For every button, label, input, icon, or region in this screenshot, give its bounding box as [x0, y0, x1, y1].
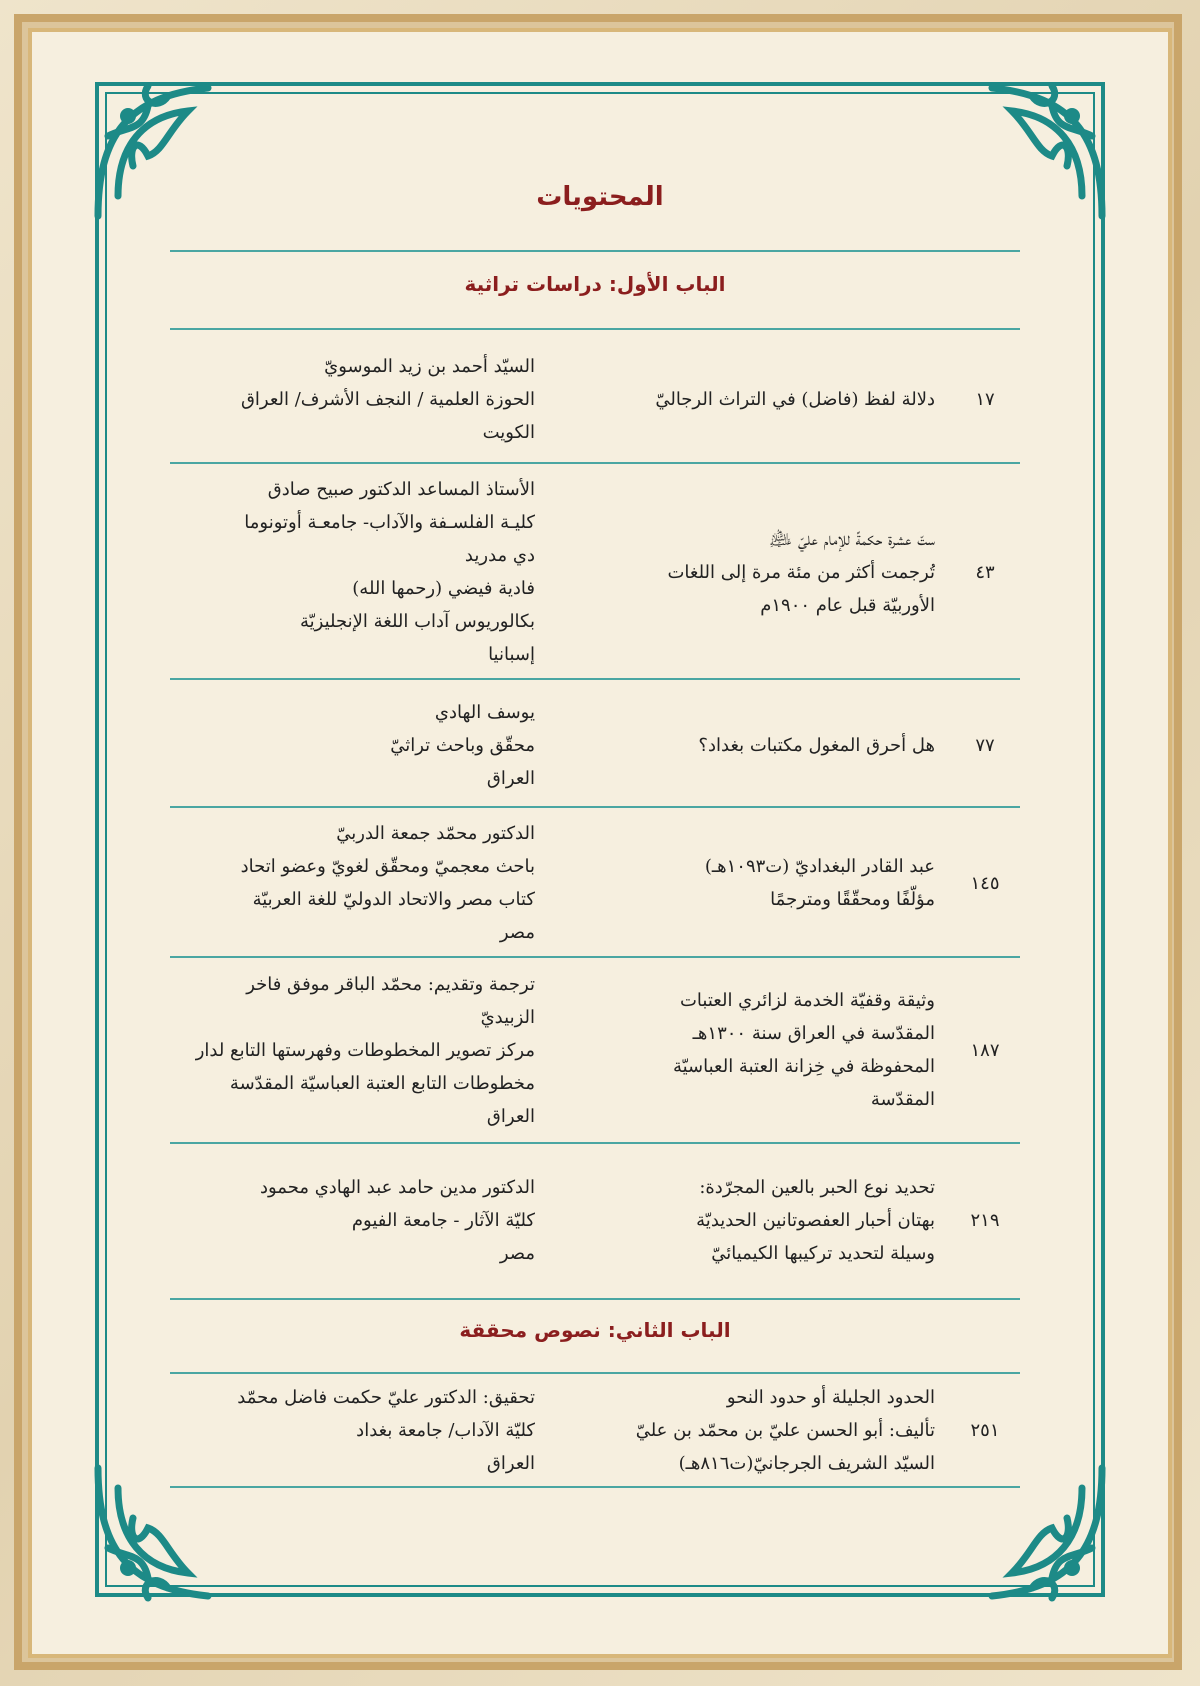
title-line: عبد القادر البغداديّ (ت١٠٩٣هـ)	[704, 856, 935, 877]
entry-author	[170, 468, 535, 676]
page-number: ٤٣	[975, 561, 995, 583]
divider	[170, 462, 1020, 464]
author-line: إسبانيا	[488, 644, 535, 665]
author-line: الأستاذ المساعد الدكتور صبيح صادق	[267, 479, 535, 500]
title-line: ستّ عشرة حكمةً للإمام عليّ ﵇	[769, 528, 935, 550]
divider	[170, 806, 1020, 808]
entry-author	[170, 962, 535, 1138]
divider	[170, 956, 1020, 958]
author-line: ترجمة وتقديم: محمّد الباقر موفق فاخر	[246, 973, 535, 995]
entry-title	[605, 686, 935, 804]
title-line: وسيلة لتحديد تركيبها الكيميائيّ	[711, 1242, 935, 1264]
author-line: مخطوطات التابع العتبة العباسيّة المقدّسة	[229, 1072, 535, 1094]
page-title: المحتويات	[536, 182, 664, 212]
divider	[170, 1142, 1020, 1144]
entry-title	[605, 1160, 935, 1280]
entry-title	[605, 812, 935, 954]
author-line: دي مدريد	[464, 545, 535, 566]
toc-entry[interactable]	[170, 812, 1020, 954]
author-line: مصر	[499, 1242, 535, 1264]
author-line: كليـة الفلسـفة والآداب- جامعـة أوتونوما	[244, 512, 535, 533]
title-line: المقدّسة في العراق سنة ١٣٠٠هـ	[692, 1023, 935, 1044]
title-line: هل أحرق المغول مكتبات بغداد؟	[698, 734, 935, 756]
entry-author	[170, 686, 535, 804]
title-line: وثيقة وقفيّة الخدمة لزائري العتبات	[679, 990, 935, 1011]
entry-title	[605, 468, 935, 676]
author-line: تحقيق: الدكتور عليّ حكمت فاضل محمّد	[237, 1386, 535, 1408]
page-number: ٧٧	[975, 734, 995, 756]
author-line: العراق	[486, 1452, 535, 1474]
title-line: دلالة لفظ (فاضل) في التراث الرجاليّ	[655, 388, 935, 410]
entry-author	[170, 1378, 535, 1482]
author-line: بكالوريوس آداب اللغة الإنجليزيّة	[300, 611, 535, 632]
section-heading: الباب الثاني: نصوص محققة	[459, 1318, 731, 1342]
author-line: الدكتور مدين حامد عبد الهادي محمود	[259, 1176, 535, 1198]
author-line: كليّة الآثار - جامعة الفيوم	[351, 1209, 535, 1231]
toc-entry[interactable]	[170, 338, 1020, 460]
title-line: تُرجمت أكثر من مئة مرة إلى اللغات	[667, 561, 935, 583]
section-heading: الباب الأول: دراسات تراثية	[464, 272, 726, 296]
title-line: المحفوظة في خِزانة العتبة العباسيّة	[672, 1056, 935, 1077]
author-line: الحوزة العلمية / النجف الأشرف/ العراق	[240, 388, 535, 410]
author-line: باحث معجميّ ومحقّق لغويّ وعضو اتحاد	[240, 856, 535, 877]
entry-author	[170, 1160, 535, 1280]
page-number: ١٨٧	[970, 1039, 1000, 1061]
title-line: الأوربيّة قبل عام ١٩٠٠م	[760, 594, 935, 616]
author-line: محقّق وباحث تراثيّ	[390, 734, 535, 756]
author-line: الزبيديّ	[480, 1006, 535, 1028]
divider	[170, 678, 1020, 680]
entry-title	[605, 962, 935, 1138]
author-line: الدكتور محمّد جمعة الدربيّ	[336, 823, 535, 844]
entry-title	[605, 1378, 935, 1482]
author-line: كتاب مصر والاتحاد الدوليّ للغة العربيّة	[252, 889, 535, 910]
toc-entry[interactable]	[170, 962, 1020, 1138]
divider	[170, 1372, 1020, 1374]
toc-entry[interactable]	[170, 1378, 1020, 1482]
entry-title	[605, 338, 935, 460]
divider	[170, 1298, 1020, 1300]
title-line: تحديد نوع الحبر بالعين المجرّدة:	[699, 1176, 935, 1198]
author-line: العراق	[486, 1105, 535, 1127]
title-line: مؤلّفًا ومحقّقًا ومترجمًا	[770, 889, 935, 910]
author-line: يوسف الهادي	[434, 701, 535, 723]
author-line: الكويت	[482, 421, 535, 443]
page-number: ٢٥١	[970, 1419, 1000, 1441]
title-line: تأليف: أبو الحسن عليّ بن محمّد بن عليّ	[635, 1419, 935, 1441]
toc-entry[interactable]	[170, 1160, 1020, 1280]
author-line: مصر	[499, 922, 535, 943]
divider	[170, 1486, 1020, 1488]
title-line: بهتان أحبار العفصوتانين الحديديّة	[696, 1209, 935, 1231]
page-number: ١٤٥	[970, 872, 1000, 894]
author-line: العراق	[486, 767, 535, 789]
toc-entry[interactable]	[170, 686, 1020, 804]
page-number: ١٧	[975, 388, 995, 410]
title-line: الحدود الجليلة أو حدود النحو	[726, 1386, 935, 1408]
author-line: مركز تصوير المخطوطات وفهرستها التابع لدار	[195, 1039, 535, 1061]
page-number: ٢١٩	[970, 1209, 1000, 1231]
divider	[170, 328, 1020, 330]
entry-author	[170, 812, 535, 954]
author-line: السيّد أحمد بن زيد الموسويّ	[324, 355, 535, 377]
toc-entry[interactable]	[170, 468, 1020, 676]
title-line: المقدّسة	[870, 1089, 935, 1110]
entry-author	[170, 338, 535, 460]
divider	[170, 250, 1020, 252]
author-line: فادية فيضي (رحمها الله)	[352, 578, 535, 599]
author-line: كليّة الآداب/ جامعة بغداد	[356, 1419, 535, 1441]
title-line: السيّد الشريف الجرجانيّ(ت٨١٦هـ)	[678, 1452, 935, 1474]
